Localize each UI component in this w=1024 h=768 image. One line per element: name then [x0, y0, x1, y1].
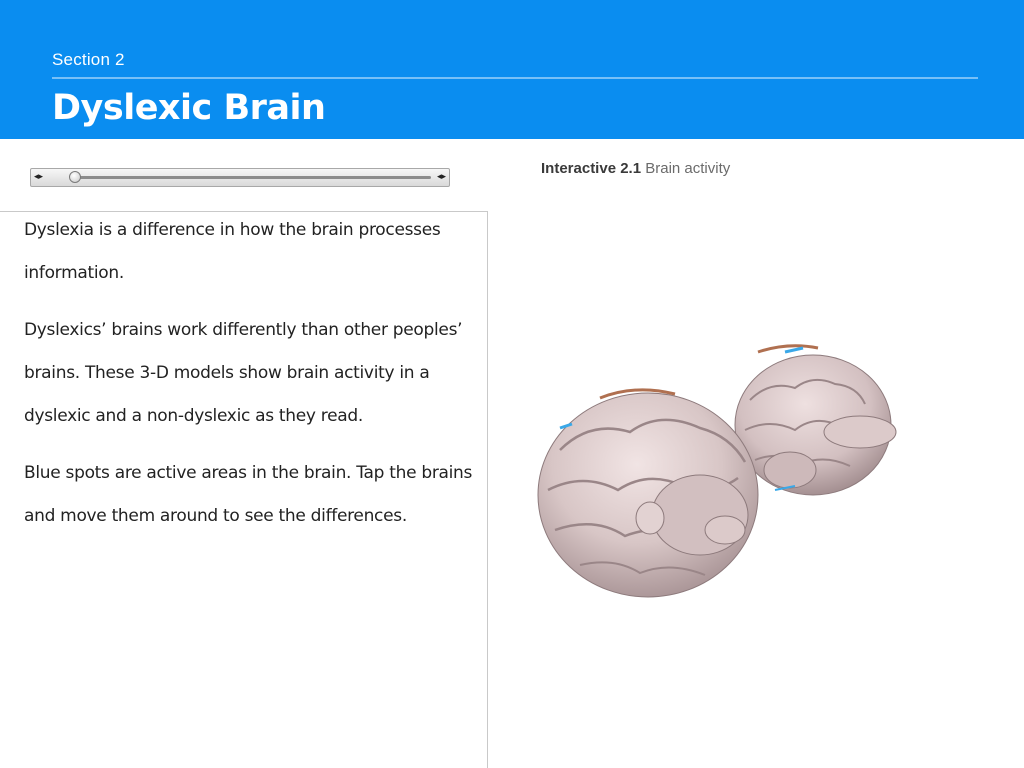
- skip-forward-icon[interactable]: ◂▸: [436, 172, 446, 182]
- interactive-title: Brain activity: [645, 160, 731, 177]
- body-text: [0, 209, 484, 552]
- audio-scrub-handle[interactable]: [69, 171, 81, 183]
- section-header: [0, 0, 1024, 139]
- interactive-number: Interactive 2.1: [541, 160, 642, 177]
- header-divider: [52, 77, 978, 79]
- page-title: Dyslexic Brain: [52, 88, 326, 128]
- audio-progress-track[interactable]: [75, 176, 431, 179]
- brain-model-dyslexic[interactable]: [538, 390, 758, 597]
- skip-back-play-icon[interactable]: ◂▸: [34, 172, 44, 182]
- body-paragraph: Blue spots are active areas in the brain. Tap the brains and move them around to see the differences.: [24, 463, 473, 526]
- text-panel[interactable]: [0, 211, 488, 768]
- brain-model-non-dyslexic[interactable]: [735, 346, 896, 495]
- body-paragraph: Dyslexics’ brains work differently than other peoples’ brains. These 3-D models show brain activity in a dyslexic and a non-dyslexic as they read.: [24, 320, 463, 426]
- section-label: Section 2: [52, 50, 125, 69]
- audio-player: [30, 168, 450, 187]
- brain-3d-viewer[interactable]: [530, 330, 910, 610]
- interactive-caption: [541, 160, 730, 177]
- body-paragraph: Dyslexia is a difference in how the brain processes information.: [24, 220, 441, 283]
